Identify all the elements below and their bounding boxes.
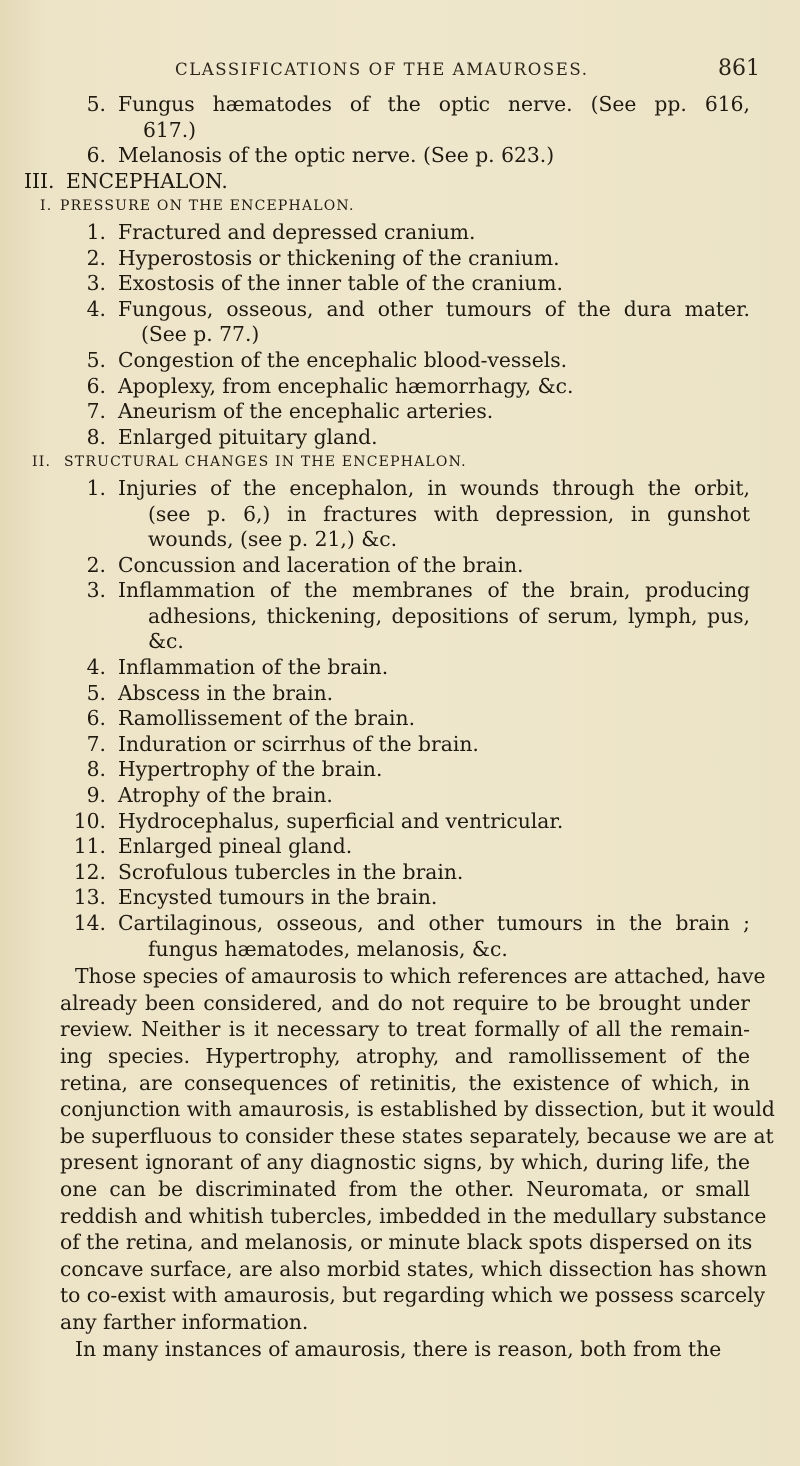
item-text: Fungus hæmatodes of the optic nerve. (See pp. 616,: [118, 92, 750, 116]
item-text: Aneurism of the encephalic arteries.: [118, 399, 494, 424]
list-item: [0, 246, 800, 272]
item-number: 6.: [86, 706, 106, 731]
body-paragraphs: [0, 962, 800, 1376]
item-number: 3.: [86, 271, 106, 296]
item-text: fungus hæmatodes, melanosis, &c.: [148, 936, 508, 961]
paragraph-line: to co-exist with amaurosis, but regarding which we possess scarcely: [60, 1283, 766, 1308]
list-item-continuation: [0, 322, 800, 348]
item-text: Inflammation of the brain.: [118, 655, 389, 680]
list-item-continuation: [0, 937, 800, 963]
item-text: adhesions, thickening, depositions of serum, lymph, pus,: [148, 603, 750, 628]
page-body: [0, 92, 800, 1376]
subsection-heading: [0, 194, 800, 220]
item-number: 13.: [73, 885, 106, 910]
item-text: Cartilaginous, osseous, and other tumours in the brain ;: [118, 911, 750, 935]
paragraph-line: of the retina, and melanosis, or minute black spots dispersed on its: [60, 1230, 753, 1255]
item-text: Enlarged pituitary gland.: [118, 424, 378, 449]
item-number: 7.: [86, 399, 106, 424]
subsection-title: PRESSURE ON THE ENCEPHALON.: [60, 198, 355, 215]
item-text: &c.: [148, 629, 184, 654]
item-number: 5.: [86, 347, 106, 372]
item-number: 6.: [86, 143, 106, 168]
item-number: 10.: [73, 808, 106, 833]
list-item: [0, 706, 800, 732]
list-item: [0, 220, 800, 246]
list-item: [0, 885, 800, 911]
list-item: [0, 757, 800, 783]
list-item-continuation: [0, 629, 800, 655]
list-item: [0, 578, 800, 604]
subsection-heading: [0, 450, 800, 476]
paragraph-line: one can be discriminated from the other. Neuromata, or small: [60, 1176, 750, 1201]
list-item: [0, 732, 800, 758]
item-number: 1.: [86, 475, 106, 500]
paragraph-line: present ignorant of any diagnostic signs, by which, during life, the: [60, 1150, 750, 1175]
item-text: Hyperostosis or thickening of the cranium.: [118, 245, 560, 270]
list-item: [0, 681, 800, 707]
item-text: Injuries of the encephalon, in wounds through the orbit,: [118, 475, 750, 500]
item-text: Scrofulous tubercles in the brain.: [118, 859, 464, 884]
list-item: [0, 655, 800, 681]
item-number: 11.: [73, 834, 106, 859]
list-item: [0, 911, 800, 937]
section-heading: [0, 169, 800, 195]
item-number: 12.: [73, 859, 106, 884]
list-item-continuation: [0, 527, 800, 553]
section-number: III.: [24, 168, 55, 193]
list-item: [0, 425, 800, 451]
item-text: Hydrocephalus, superficial and ventricular.: [118, 808, 564, 833]
list-item: [0, 476, 800, 502]
item-text: Fungous, osseous, and other tumours of the dura mater.: [118, 296, 750, 321]
item-number: 1.: [86, 219, 106, 244]
list-item: [0, 271, 800, 297]
item-text: Induration or scirrhus of the brain.: [118, 731, 479, 756]
item-text: 617.): [143, 117, 197, 142]
list-item-continuation: [0, 502, 800, 528]
paragraph: [60, 1336, 750, 1363]
item-number: 4.: [86, 655, 106, 680]
paragraph-line: any farther information.: [60, 1309, 309, 1334]
item-text: Abscess in the brain.: [118, 680, 334, 705]
list-item: [0, 553, 800, 579]
item-text: Congestion of the encephalic blood-vessels.: [118, 347, 568, 372]
subsection-number: I.: [40, 198, 53, 215]
paragraph-line: Those species of amaurosis to which references are attached, have: [75, 964, 766, 989]
item-number: 4.: [86, 296, 106, 321]
subsection-title: STRUCTURAL CHANGES IN THE ENCEPHALON.: [64, 454, 467, 471]
item-number: 7.: [86, 731, 106, 756]
item-number: 6.: [86, 373, 106, 398]
item-number: 5.: [86, 92, 106, 116]
item-number: 3.: [86, 578, 106, 603]
list-item: [0, 374, 800, 400]
list-item: [0, 297, 800, 323]
running-title: CLASSIFICATIONS OF THE AMAUROSES.: [175, 60, 589, 79]
list-item: [0, 92, 800, 118]
list-item: [0, 348, 800, 374]
section-title: ENCEPHALON.: [66, 168, 228, 193]
list-item: [0, 809, 800, 835]
paragraph-line: review. Neither is it necessary to treat formally of all the remain-: [60, 1017, 750, 1042]
item-text: wounds, (see p. 21,) &c.: [148, 527, 398, 552]
item-number: 5.: [86, 680, 106, 705]
item-number: 2.: [86, 552, 106, 577]
item-text: Exostosis of the inner table of the cranium.: [118, 271, 563, 296]
item-number: 14.: [73, 911, 106, 935]
item-text: Inflammation of the membranes of the brain, producing: [118, 578, 750, 603]
item-text: Melanosis of the optic nerve. (See p. 623.): [118, 143, 555, 168]
paragraph: [60, 963, 775, 1335]
list-item: [0, 860, 800, 886]
item-text: (see p. 6,) in fractures with depression, in gunshot: [148, 501, 750, 526]
item-text: Concussion and laceration of the brain.: [118, 552, 524, 577]
item-text: Hypertrophy of the brain.: [118, 757, 383, 782]
list-item: [0, 834, 800, 860]
list-item: [0, 399, 800, 425]
paragraph-line: conjunction with amaurosis, is established by dissection, but it would: [60, 1097, 775, 1122]
item-number: 9.: [86, 783, 106, 808]
list-item: [0, 783, 800, 809]
page-number: 861: [718, 56, 760, 81]
item-text: Fractured and depressed cranium.: [118, 219, 476, 244]
paragraph-line: ing species. Hypertrophy, atrophy, and ramollissement of the: [60, 1043, 750, 1068]
item-number: 8.: [86, 424, 106, 449]
item-text: Atrophy of the brain.: [118, 783, 333, 808]
item-number: 8.: [86, 757, 106, 782]
item-text: Ramollissement of the brain.: [118, 706, 416, 731]
paragraph-line: be superfluous to consider these states separately, because we are at: [60, 1123, 774, 1148]
paragraph-line: retina, are consequences of retinitis, the existence of which, in: [60, 1070, 750, 1095]
group-ii-list: [0, 476, 800, 962]
list-item-continuation: [0, 604, 800, 630]
item-number: 2.: [86, 245, 106, 270]
subsection-number: II.: [32, 454, 52, 471]
paragraph-line: already been considered, and do not require to be brought under: [60, 990, 750, 1015]
item-text: Enlarged pineal gland.: [118, 834, 353, 859]
item-text: Encysted tumours in the brain.: [118, 885, 438, 910]
list-item: [0, 143, 800, 169]
group-i-list: [0, 220, 800, 450]
item-text: (See p. 77.): [141, 322, 260, 347]
paragraph-line: In many instances of amaurosis, there is reason, both from the: [75, 1337, 722, 1362]
paragraph-line: concave surface, are also morbid states, which dissection has shown: [60, 1256, 767, 1281]
paragraph-line: reddish and whitish tubercles, imbedded in the medullary substance: [60, 1203, 767, 1228]
page-header: [0, 56, 800, 86]
list-item-continuation: [0, 118, 800, 144]
item-text: Apoplexy, from encephalic hæmorrhagy, &c.: [118, 373, 574, 398]
